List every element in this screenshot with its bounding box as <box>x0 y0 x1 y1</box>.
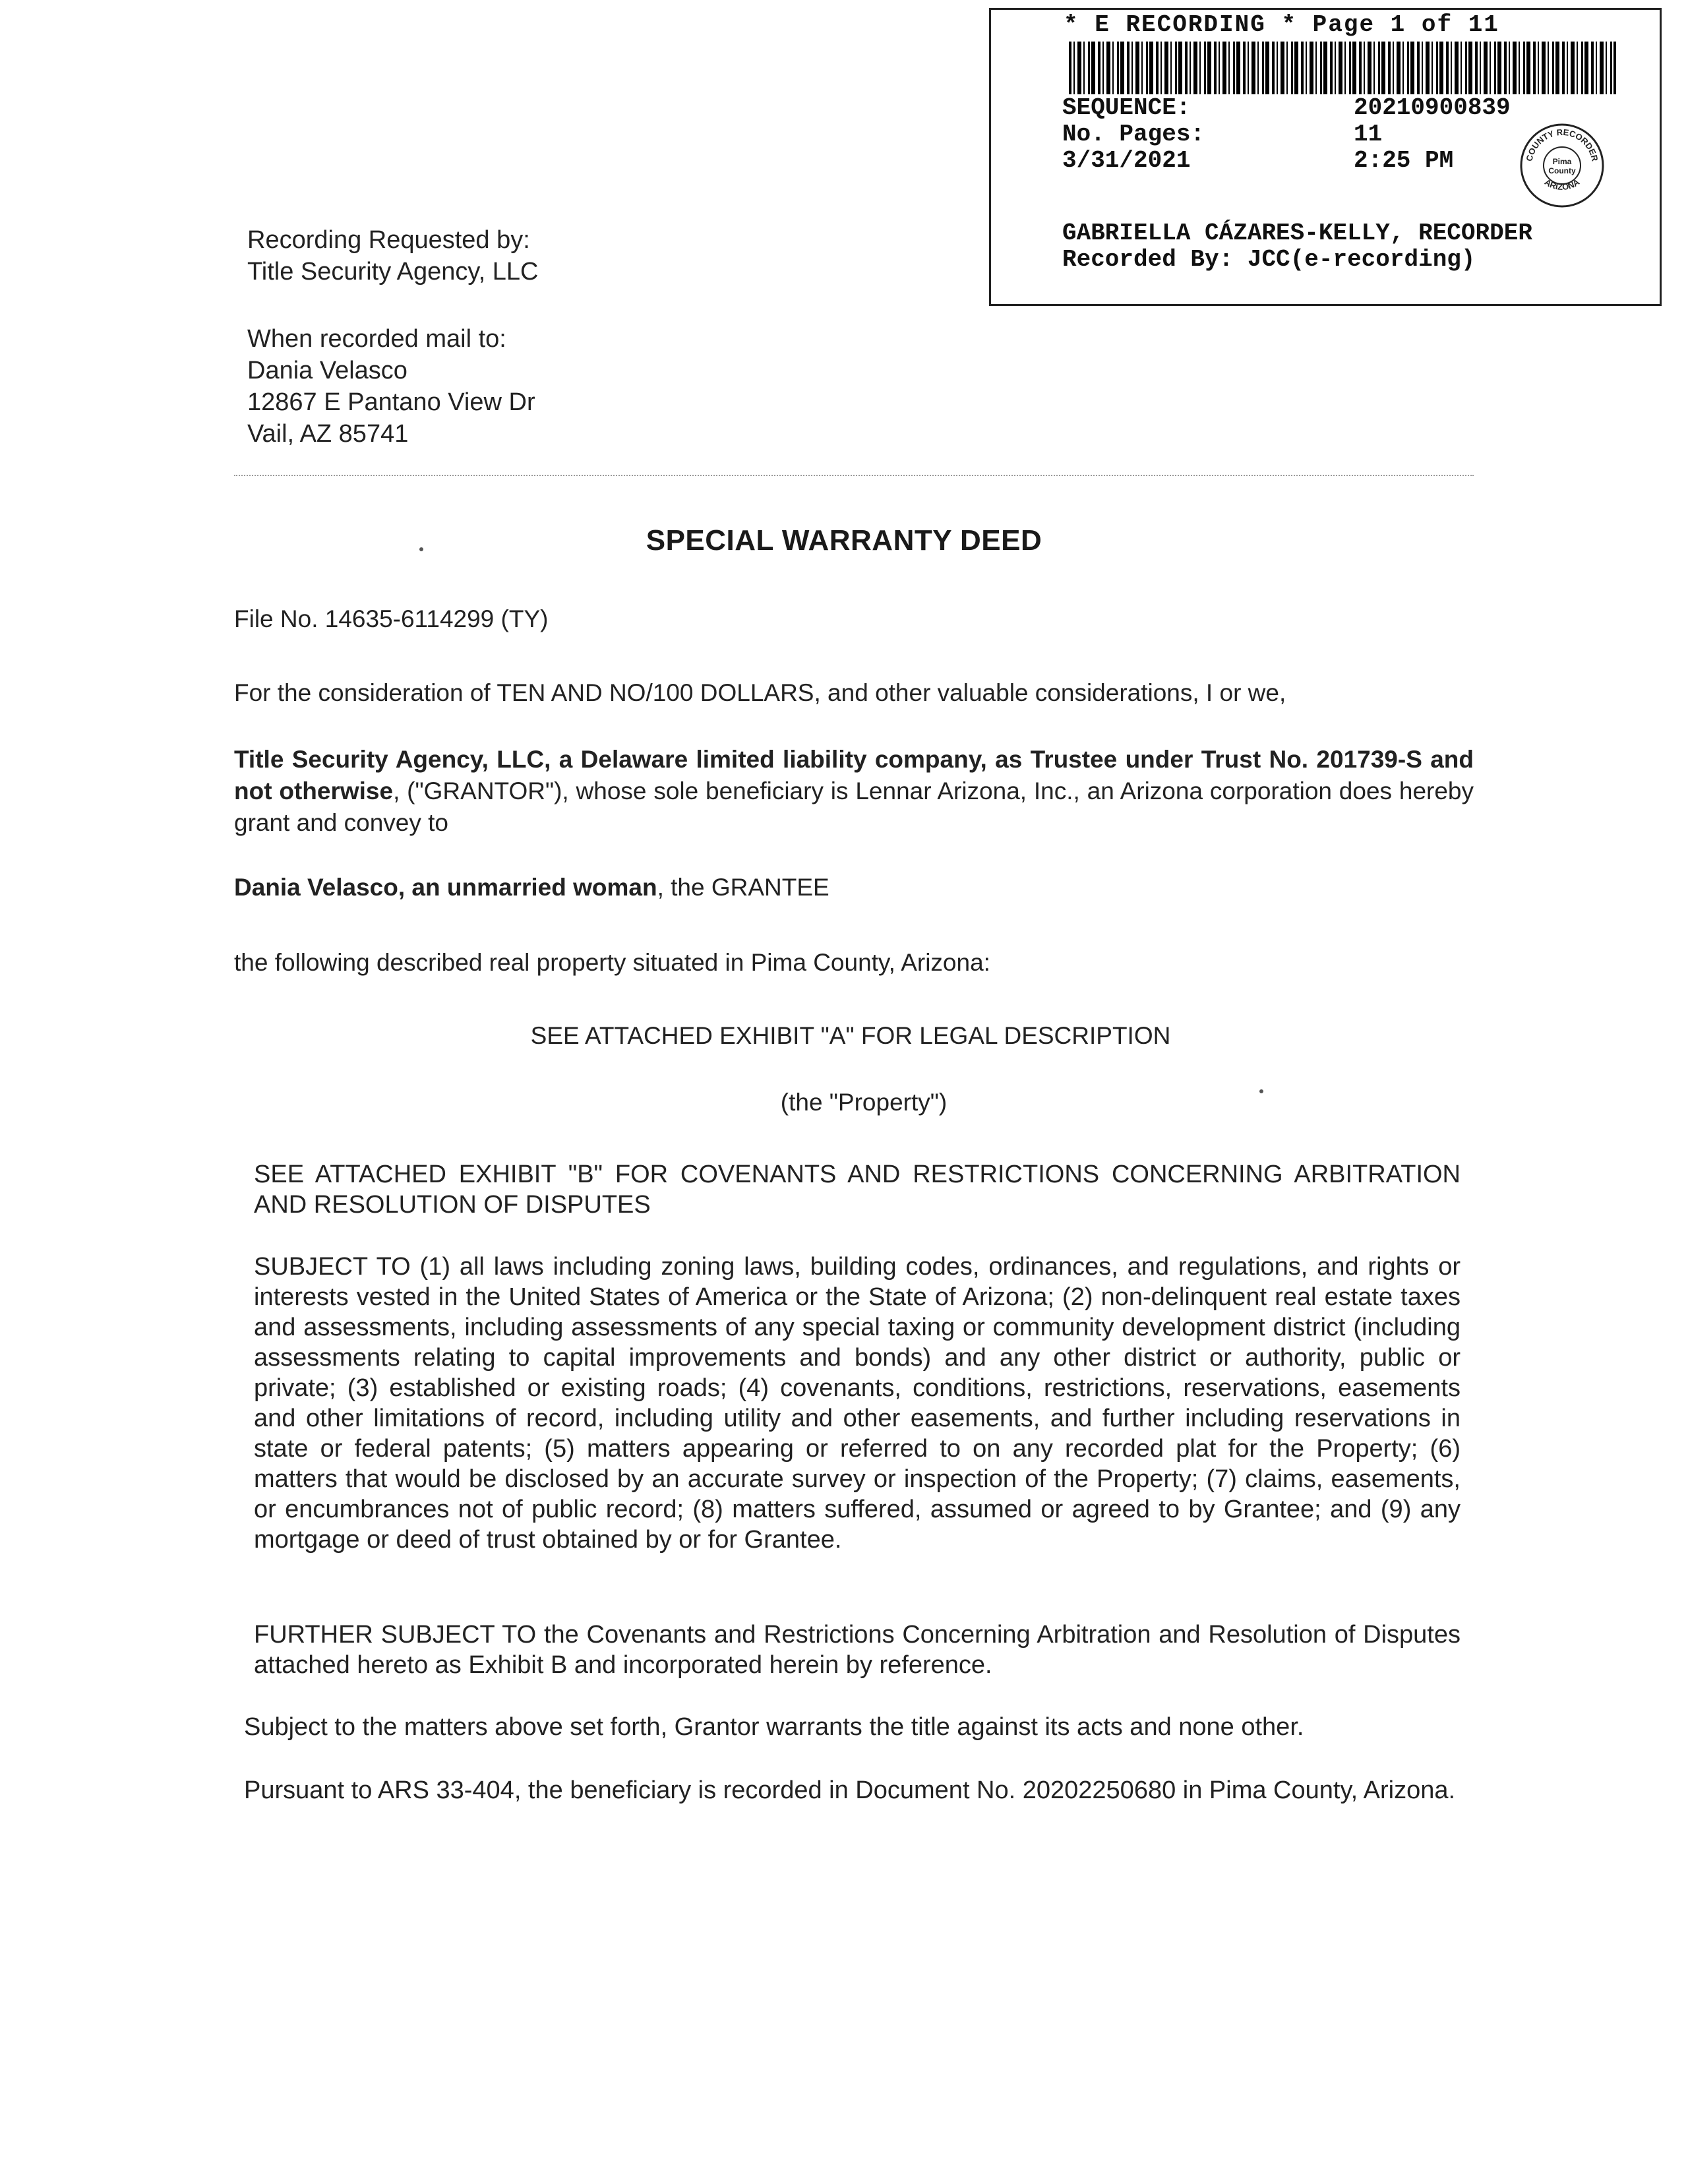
barcode <box>1069 42 1616 94</box>
recording-requested-company: Title Security Agency, LLC <box>247 258 539 286</box>
mail-to-city: Vail, AZ 85741 <box>247 420 409 448</box>
svg-text:ARIZONA <box>1543 177 1582 192</box>
document-title: SPECIAL WARRANTY DEED <box>646 524 1042 557</box>
recording-requested-label: Recording Requested by: <box>247 226 530 254</box>
grantor-description: , ("GRANTOR"), whose sole beneficiary is Lennar Arizona, Inc., an Arizona corporation does hereby grant and convey to <box>234 777 1474 836</box>
recording-time: 2:25 PM <box>1354 147 1454 174</box>
seal-center-text-1: Pima <box>1552 157 1572 166</box>
grantor-name: Title Security Agency, LLC, a Delaware limited liability company, as Trustee under Trust No. 201739-S and not otherwise <box>234 746 1474 804</box>
pages-label: No. Pages: <box>1062 121 1205 148</box>
grantor-warrants-paragraph: Subject to the matters above set forth, Grantor warrants the title against its acts and none other. <box>244 1713 1304 1741</box>
mail-to-label: When recorded mail to: <box>247 325 506 353</box>
sequence-label: SEQUENCE: <box>1062 94 1191 121</box>
grantee-name: Dania Velasco, an unmarried woman <box>234 874 657 901</box>
subject-to-paragraph: SUBJECT TO (1) all laws including zoning laws, building codes, ordinances, and regulations, and rights or interests vested in the United States of America or the State of Arizona; (2) non-delinquent real estate taxes and assessments, including assessments of any special taxing or community development district (including assessments relating to capital improvements and bonds) and any other district or authority, public or private; (3) established or existing roads; (4) covenants, conditions, restrictions, reservations, easements and other limitations of record, including utility and other easements, and further including reservations in state or federal patents; (5) matters appearing or referred to on any recorded plat for the Property; (6) matters that would be disclosed by an accurate survey or inspection of the Property; (7) claims, easements, or encumbrances not of public record; (8) matters suffered, assumed or agreed to by Grantee; and (9) any mortgage or deed of trust obtained by or for Grantee. <box>254 1253 1461 1554</box>
grantee-label: , the GRANTEE <box>657 874 829 901</box>
pages-value: 11 <box>1354 121 1383 148</box>
mail-to-block <box>247 323 535 450</box>
recording-date: 3/31/2021 <box>1062 147 1191 174</box>
property-intro: the following described real property situated in Pima County, Arizona: <box>234 949 990 976</box>
pursuant-paragraph: Pursuant to ARS 33-404, the beneficiary is recorded in Document No. 20202250680 in Pima County, Arizona. <box>244 1776 1456 1804</box>
mail-to-name: Dania Velasco <box>247 357 407 384</box>
file-number: File No. 14635-6114299 (TY) <box>234 605 549 632</box>
mail-to-street: 12867 E Pantano View Dr <box>247 388 535 416</box>
recording-stamp-box <box>989 8 1662 306</box>
county-recorder-seal-icon <box>1519 122 1606 209</box>
recorded-by: Recorded By: JCC(e-recording) <box>1062 246 1476 273</box>
property-label: (the "Property") <box>780 1089 948 1116</box>
exhibit-b-reference: SEE ATTACHED EXHIBIT "B" FOR COVENANTS AND RESTRICTIONS CONCERNING ARBITRATION AND RESOLUTION OF DISPUTES <box>254 1161 1461 1219</box>
seal-top-text: COUNTY RECORDER <box>1524 127 1600 162</box>
consideration-paragraph: For the consideration of TEN AND NO/100 DOLLARS, and other valuable considerations, I or we, <box>234 679 1286 706</box>
seal-center-text-2: County <box>1548 166 1576 175</box>
recording-requested-block <box>247 224 538 288</box>
grantee-paragraph <box>234 872 829 903</box>
recorder-name: GABRIELLA CÁZARES-KELLY, RECORDER <box>1062 220 1532 247</box>
recording-header: * E RECORDING * Page 1 of 11 <box>1064 11 1499 38</box>
divider <box>234 475 1474 476</box>
sequence-value: 20210900839 <box>1354 94 1511 121</box>
exhibit-a-reference: SEE ATTACHED EXHIBIT "A" FOR LEGAL DESCRIPTION <box>530 1022 1171 1049</box>
further-subject-paragraph: FURTHER SUBJECT TO the Covenants and Restrictions Concerning Arbitration and Resolution of Disputes attached hereto as Exhibit B and incorporated herein by reference. <box>254 1621 1461 1679</box>
seal-bottom-text: ARIZONA <box>1542 177 1582 193</box>
grantor-paragraph <box>234 744 1474 839</box>
